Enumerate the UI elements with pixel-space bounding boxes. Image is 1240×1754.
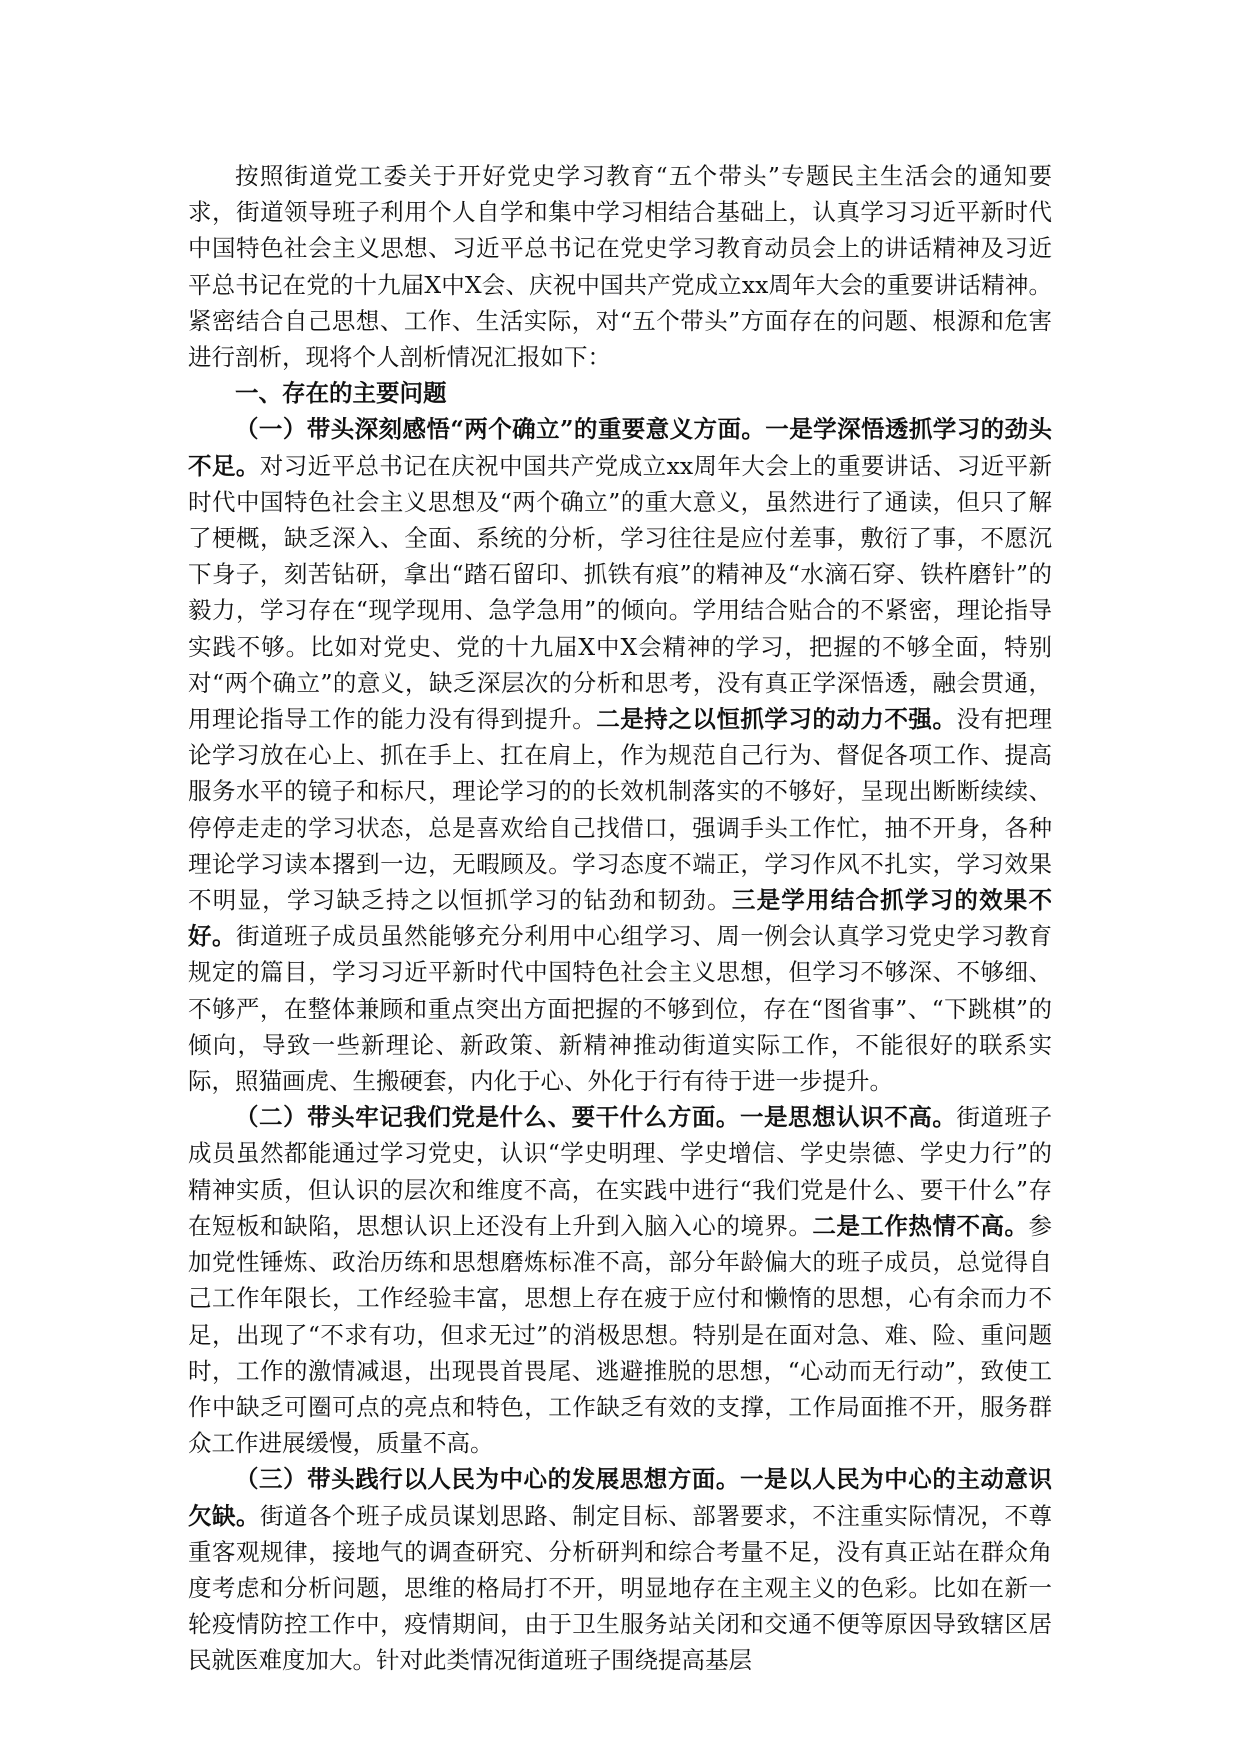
issue-paragraph-3 [188,1461,1052,1678]
issue-1-text-1: 对习近平总书记在庆祝中国共产党成立xx周年大会上的重要讲话、习近平新时代中国特色社会主义思想及“两个确立”的重大意义，虽然进行了通读，但只了解了梗概，缺乏深入、全面、系统的分析，学习往往是应付差事，敷衍了事，不愿沉下身子，刻苦钻研，拿出“踏石留印、抓铁有痕”的精神及“水滴石穿、铁杵磨针”的毅力，学习存在“现学现用、急学急用”的倾向。学用结合贴合的不紧密，理论指导实践不够。比如对党史、党的十九届X中X会精神的学习，把握的不够全面，特别对“两个确立”的意义，缺乏深层次的分析和思考，没有真正学深悟透，融会贯通，用理论指导工作的能力没有得到提升。 [188,451,1053,734]
issue-2-text-2: 参加党性锤炼、政治历练和思想磨炼标准不高，部分年龄偏大的班子成员，总觉得自己工作年限长，工作经验丰富，思想上存在疲于应付和懒惰的思想，心有余而力不足，出现了“不求有功，但求无过”的消极思想。特别是在面对急、难、险、重问题时，工作的激情减退，出现畏首畏尾、逃避推脱的思想，“心动而无行动”，致使工作中缺乏可圈可点的亮点和特色，工作缺乏有效的支撑，工作局面推不开，服务群众工作进展缓慢，质量不高。 [188,1211,1053,1458]
issue-2-text-1: 街道班子成员虽然都能通过学习党史，认识“学史明理、学史增信、学史崇德、学史力行”的精神实质，但认识的层次和维度不高，在实践中进行“我们党是什么、要干什么”存在短板和缺陷，思想认识上还没有上升到入脑入心的境界。 [188,1103,1053,1240]
issue-paragraph-1 [188,411,1052,1099]
issue-1-text-3: 街道班子成员虽然能够充分利用中心组学习、周一例会认真学习党史学习教育规定的篇目，学习习近平新时代中国特色社会主义思想，但学习不够深、不够细、不够严，在整体兼顾和重点突出方面把握的不够到位，存在“图省事”、“下跳棋”的倾向，导致一些新理论、新政策、新精神推动街道实际工作，不能很好的联系实际，照猫画虎、生搬硬套，内化于心、外化于行有待于进一步提升。 [188,922,1053,1096]
intro-paragraph: 按照街道党工委关于开好党史学习教育“五个带头”专题民主生活会的通知要求，街道领导班子利用个人自学和集中学习相结合基础上，认真学习习近平新时代中国特色社会主义思想、习近平总书记在党史学习教育动员会上的讲话精神及习近平总书记在党的十九届X中X会、庆祝中国共产党成立xx周年大会的重要讲话精神。紧密结合自己思想、工作、生活实际，对“五个带头”方面存在的问题、根源和危害进行剖析，现将个人剖析情况汇报如下： [188,162,1052,372]
document-page [188,158,1052,1679]
issue-2-lead: （二）带头牢记我们党是什么、要干什么方面。一是思想认识不高。 [235,1103,957,1132]
issue-3-lead: （三）带头践行以人民为中心的发展思想方面。一是以人民为中心的主动意识欠缺。 [188,1465,1052,1530]
issue-1-text-2: 没有把理论学习放在心上、抓在手上、扛在肩上，作为规范自己行为、督促各项工作、提高服务水平的镜子和标尺，理论学习的的长效机制落实的不够好，呈现出断断续续、停停走走的学习状态，总是喜欢给自己找借口，强调手头工作忙，抽不开身，各种理论学习读本撂到一边，无暇顾及。学习态度不端正，学习作风不扎实，学习效果不明显，学习缺乏持之以恒抓学习的钻劲和韧劲。 [188,705,1053,915]
issue-1-point-3: 三是学用结合抓学习的效果不好。 [188,886,1053,951]
issue-1-point-2: 二是持之以恒抓学习的动力不强。 [596,705,957,734]
issue-3-text-1: 街道各个班子成员谋划思路、制定目标、部署要求，不注重实际情况，不尊重客观规律，接地气的调查研究、分析研判和综合考量不足，没有真正站在群众角度考虑和分析问题，思维的格局打不开，明显地存在主观主义的色彩。比如在新一轮疫情防控工作中，疫情期间，由于卫生服务站关闭和交通不便等原因导致辖区居民就医难度加大。针对此类情况街道班子围绕提高基层 [188,1501,1053,1675]
issue-paragraph-2 [188,1099,1052,1461]
section-heading: 一、存在的主要问题 [235,379,447,408]
issue-2-point-2: 二是工作热情不高。 [812,1211,1029,1240]
issue-1-lead: （一）带头深刻感悟“两个确立”的重要意义方面。一是学深悟透抓学习的劲头不足。 [188,415,1052,480]
